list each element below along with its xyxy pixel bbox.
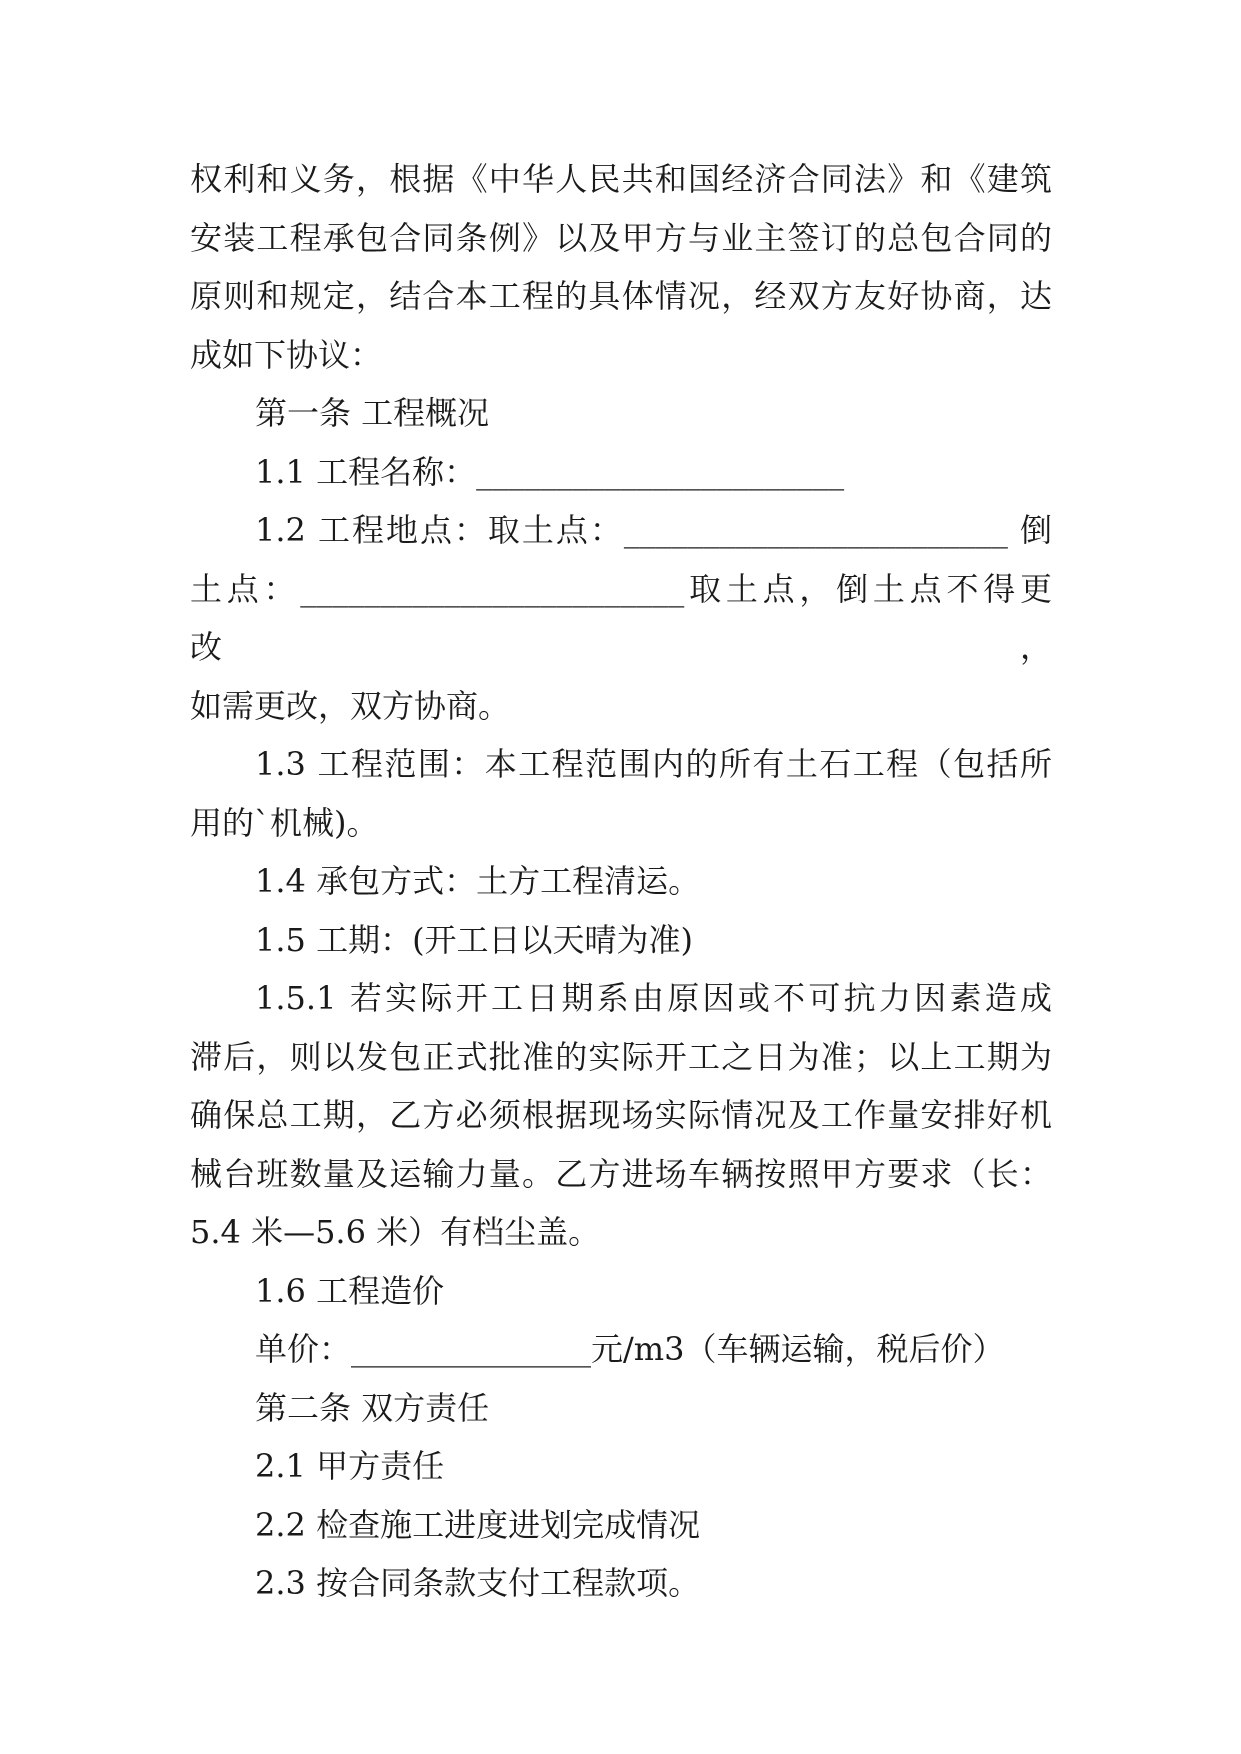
clause-line: 1.1 工程名称：_______________________ [255,452,845,491]
body-line: 滞后，则以发包正式批准的实际开工之日为准；以上工期为 [190,1037,1052,1076]
article-heading: 第二条 双方责任 [255,1388,490,1427]
clause-line: 1.5.1 若实际开工日期系由原因或不可抗力因素造成 [255,979,1052,1017]
document-page [190,150,1052,1613]
clause-line: 单价：_______________元/m3（车辆运输，税后价） [255,1330,1005,1368]
clause-line: 1.4 承包方式：土方工程清运。 [255,862,701,900]
clause-line: 1.3 工程范围：本工程范围内的所有土石工程（包括所 [255,745,1052,783]
clause-line: 2.3 按合同条款支付工程款项。 [255,1564,701,1602]
article-heading: 第一条 工程概况 [255,394,490,432]
body-line: 原则和规定，结合本工程的具体情况，经双方友好协商，达 [190,277,1052,315]
body-line: 5.4 米—5.6 米）有档尘盖。 [190,1213,601,1251]
clause-line: 1.5 工期：(开工日以天晴为准) [255,920,694,959]
body-line: 如需更改，双方协商。 [190,686,511,725]
body-line: 安装工程承包合同条例》以及甲方与业主签订的总包合同的 [190,218,1052,257]
body-line: 成如下协议： [190,335,383,374]
body-line: 用的`机械)。 [190,803,379,842]
body-line: 确保总工期，乙方必须根据现场实际情况及工作量安排好机 [190,1096,1052,1134]
clause-line: 1.6 工程造价 [255,1271,445,1310]
body-line: 土点：________________________取土点，倒土点不得更改， [190,569,1052,666]
clause-line: 2.1 甲方责任 [255,1447,445,1485]
body-line: 械台班数量及运输力量。乙方进场车辆按照甲方要求（长： [190,1154,1052,1193]
clause-line: 2.2 检查施工进度进划完成情况 [255,1505,701,1544]
body-line: 权利和义务，根据《中华人民共和国经济合同法》和《建筑 [190,160,1052,198]
clause-line: 1.2 工程地点：取土点：________________________ 倒 [255,511,1052,549]
